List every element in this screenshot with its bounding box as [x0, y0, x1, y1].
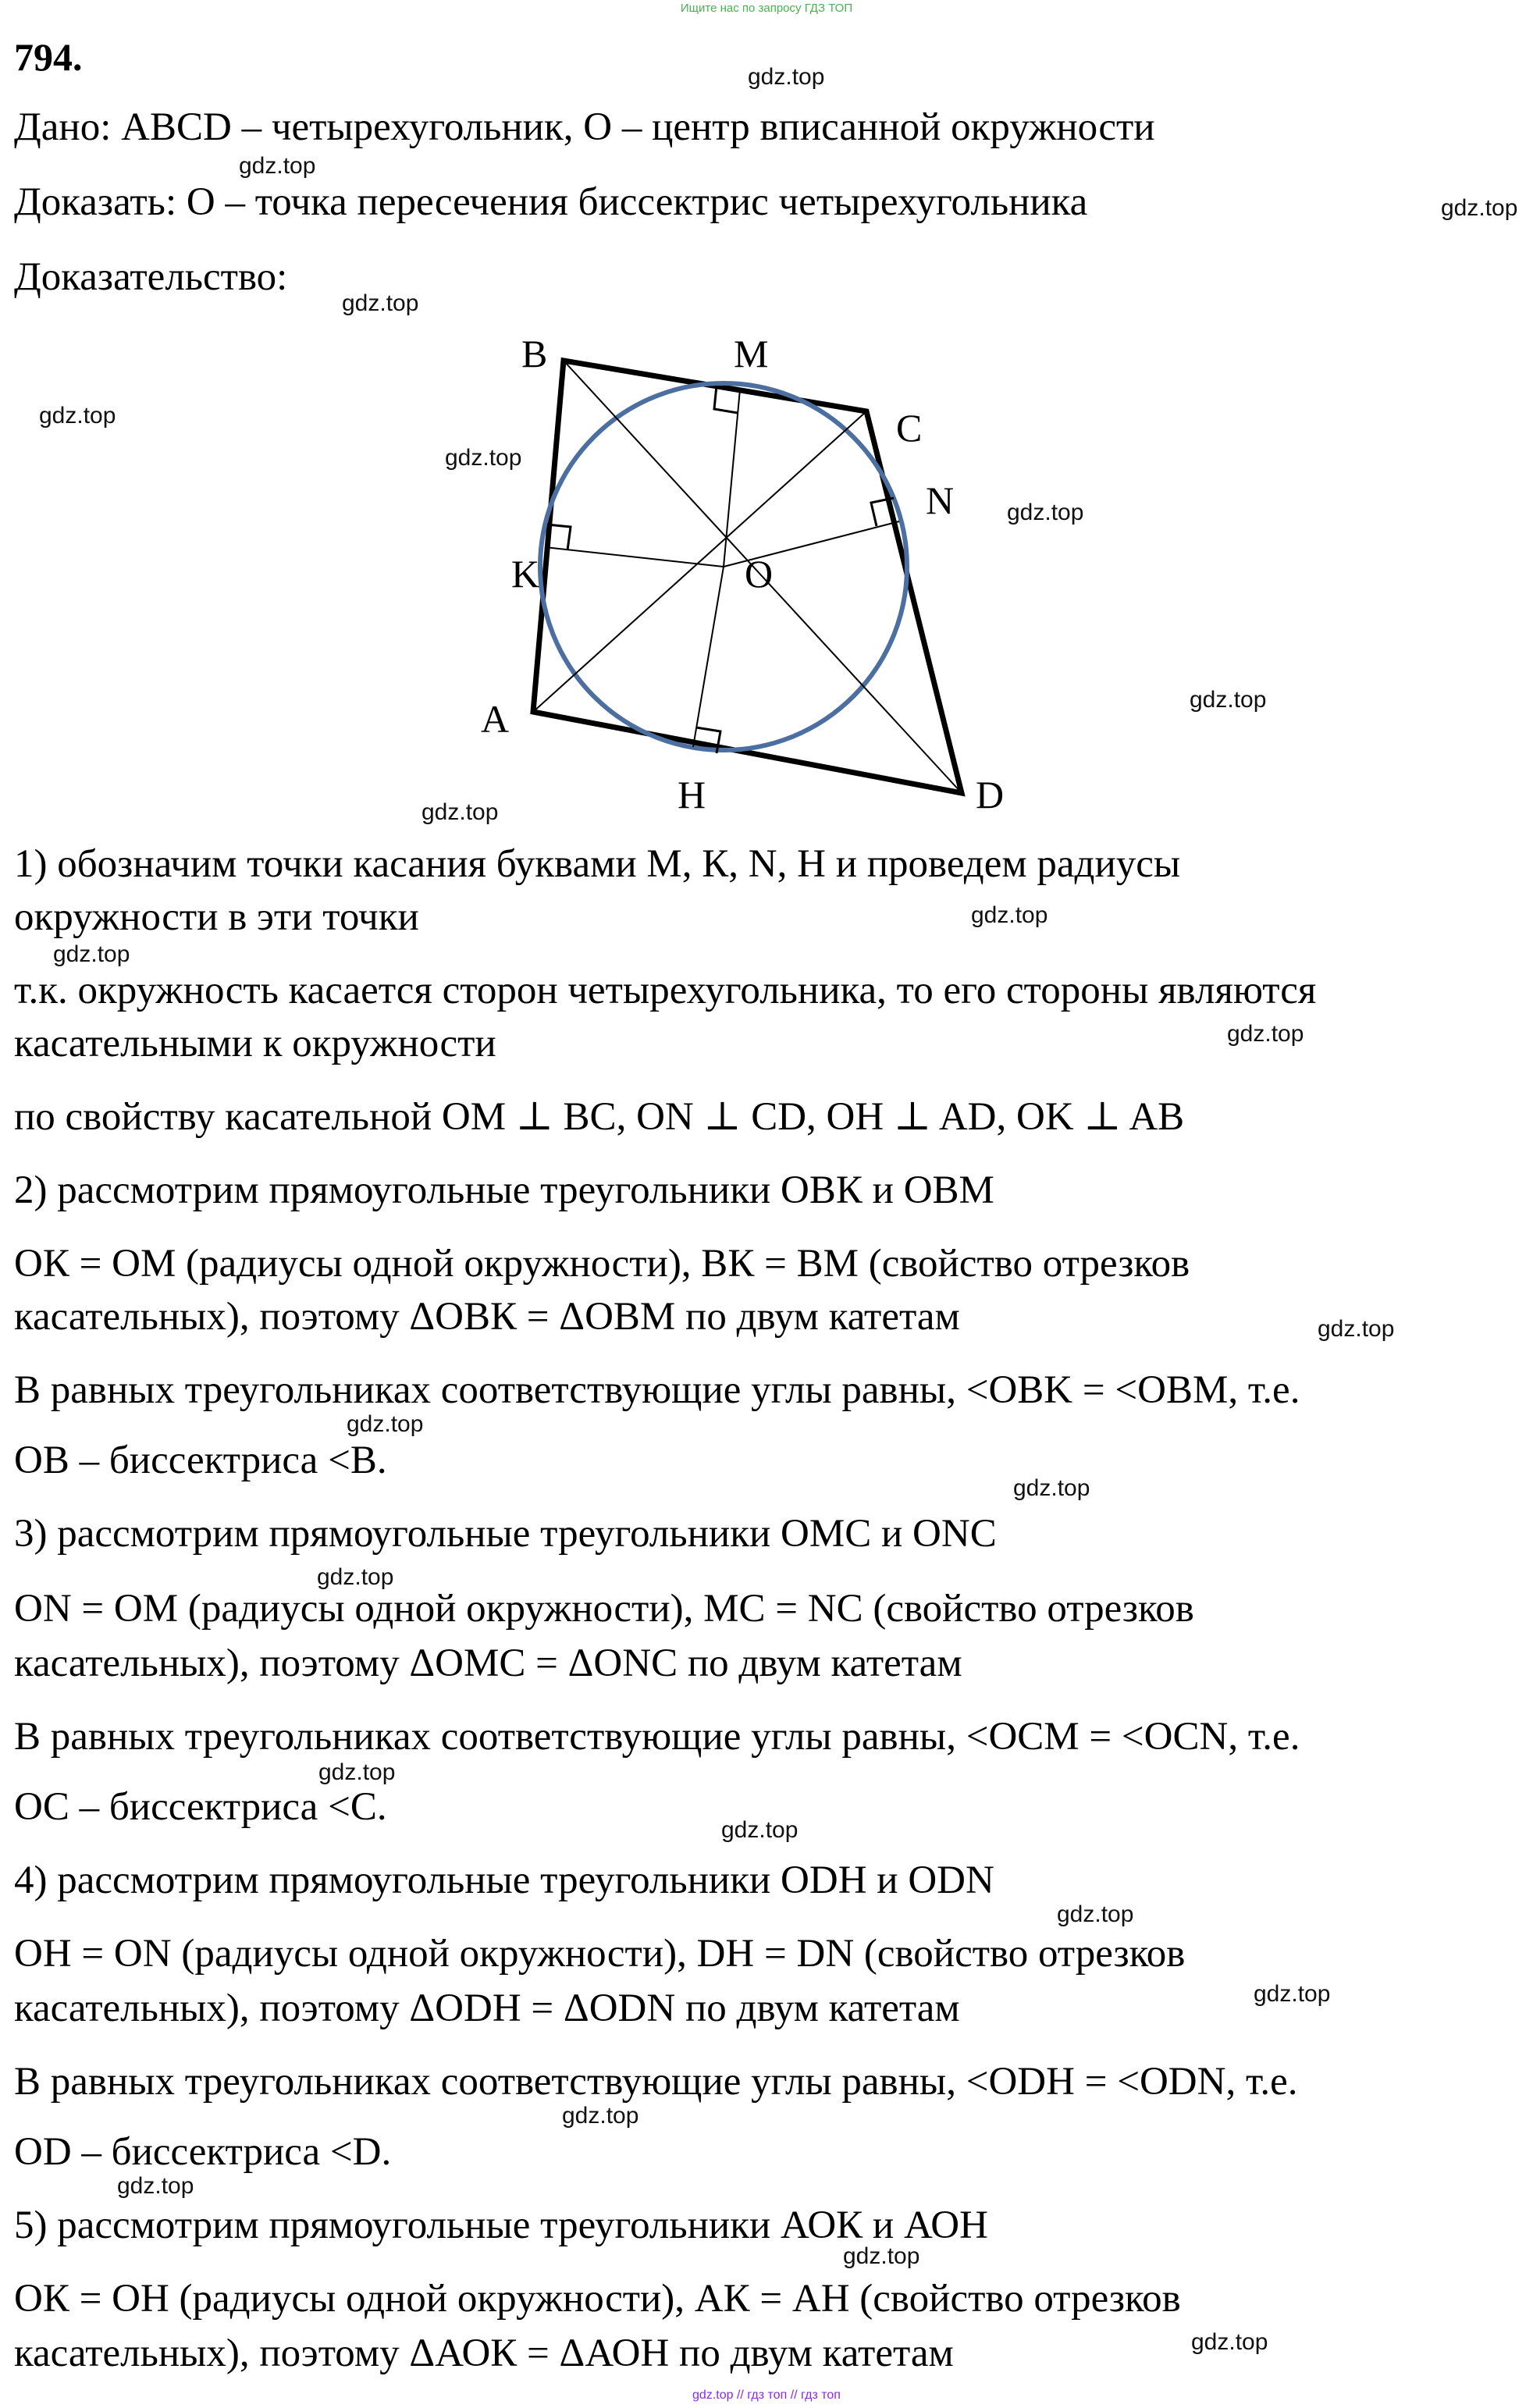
- label-n: N: [926, 478, 955, 522]
- radius-om: [724, 389, 740, 567]
- watermark: gdz.top: [239, 153, 316, 179]
- watermark: gdz.top: [748, 64, 825, 90]
- watermark: gdz.top: [1191, 2329, 1268, 2355]
- watermark: gdz.top: [39, 403, 116, 429]
- text-line: касательных), поэтому ΔОМС = ΔОNC по двум катетам: [14, 1641, 962, 1685]
- watermark: gdz.top: [347, 1411, 424, 1437]
- text-line: т.к. окружность касается сторон четырехугольника, то его стороны являются: [14, 969, 1317, 1012]
- watermark: gdz.top: [721, 1817, 799, 1843]
- footer: gdz.top // гдз топ // гдз топ: [692, 2388, 841, 2402]
- watermark: gdz.top: [318, 1759, 396, 1785]
- watermark: gdz.top: [1254, 1981, 1331, 2007]
- text-line: касательных), поэтому ΔАОК = ΔАОН по двум катетам: [14, 2332, 954, 2375]
- text-line: 1) обозначим точки касания буквами М, К, N, H и проведем радиусы: [14, 842, 1181, 886]
- text-line: 3) рассмотрим прямоугольные треугольники ОМС и ОNC: [14, 1512, 997, 1556]
- text-line: OD – биссектриса <D.: [14, 2130, 392, 2174]
- label-c: C: [896, 406, 923, 450]
- watermark: gdz.top: [1441, 195, 1518, 221]
- text-line: ОК = ОМ (радиусы одной окружности), ВК = ВМ (свойство отрезков: [14, 1242, 1190, 1286]
- top-banner: Ищите нас по запросу ГДЗ ТОП: [680, 2, 853, 15]
- label-a: A: [481, 697, 510, 741]
- watermark: gdz.top: [53, 941, 130, 967]
- watermark: gdz.top: [971, 902, 1048, 928]
- text-line: 4) рассмотрим прямоугольные треугольники ОDH и ОDN: [14, 1858, 994, 1902]
- prove-line: Доказать: O – точка пересечения биссектрис четырехугольника: [14, 180, 1088, 224]
- text-line: В равных треугольниках соответствующие углы равны, <OCM = <OCN, т.е.: [14, 1715, 1300, 1759]
- label-h: H: [678, 773, 706, 816]
- text-line: OH = ON (радиусы одной окружности), DH = DN (свойство отрезков: [14, 1932, 1186, 1976]
- watermark: gdz.top: [317, 1564, 394, 1590]
- line-c-a: [533, 411, 866, 712]
- text-line: ON = OM (радиусы одной окружности), MC = NC (свойство отрезков: [14, 1587, 1194, 1631]
- watermark: gdz.top: [445, 445, 522, 471]
- watermark: gdz.top: [342, 290, 419, 316]
- proof-title: Доказательство:: [14, 255, 288, 299]
- label-b: B: [521, 332, 548, 375]
- watermark: gdz.top: [843, 2243, 920, 2269]
- watermark: gdz.top: [421, 799, 499, 825]
- text-line: 5) рассмотрим прямоугольные треугольники АОК и АОН: [14, 2203, 988, 2247]
- text-line: В равных треугольниках соответствующие углы равны, <ODH = <ODN, т.е.: [14, 2060, 1298, 2104]
- watermark: gdz.top: [1318, 1316, 1395, 1342]
- label-d: D: [976, 773, 1005, 816]
- text-line: окружности в эти точки: [14, 895, 419, 939]
- text-line: В равных треугольниках соответствующие углы равны, <OBK = <OBM, т.е.: [14, 1368, 1300, 1412]
- text-line: OB – биссектриса <B.: [14, 1439, 387, 1482]
- text-line: касательными к окружности: [14, 1022, 496, 1065]
- given-line: Дано: ABCD – четырехугольник, O – центр вписанной окружности: [14, 105, 1155, 149]
- label-m: M: [734, 332, 769, 375]
- problem-number: 794.: [14, 35, 83, 79]
- watermark: gdz.top: [1007, 500, 1084, 525]
- text-line: 2) рассмотрим прямоугольные треугольники ОВК и ОВМ: [14, 1168, 994, 1212]
- text-line: ОК = ОН (радиусы одной окружности), АК = АН (свойство отрезков: [14, 2277, 1181, 2321]
- text-line: касательных), поэтому ΔОDH = ΔОDN по двум катетам: [14, 1987, 960, 2030]
- watermark: gdz.top: [1227, 1021, 1304, 1047]
- watermark: gdz.top: [1190, 687, 1267, 713]
- text-line: по свойству касательной ОМ ⊥ ВС, ОN ⊥ CD, OH ⊥ AD, OK ⊥ AB: [14, 1095, 1185, 1139]
- label-o: O: [745, 552, 774, 596]
- watermark: gdz.top: [1057, 1901, 1134, 1927]
- radius-ok: [545, 547, 724, 567]
- watermark: gdz.top: [117, 2173, 194, 2199]
- label-k: K: [511, 552, 540, 596]
- text-line: касательных), поэтому ΔОВК = ΔОВМ по двум катетам: [14, 1295, 960, 1339]
- watermark: gdz.top: [562, 2103, 639, 2129]
- text-line: OC – биссектриса <C.: [14, 1785, 387, 1829]
- watermark: gdz.top: [1013, 1475, 1090, 1501]
- radius-oh: [693, 567, 724, 747]
